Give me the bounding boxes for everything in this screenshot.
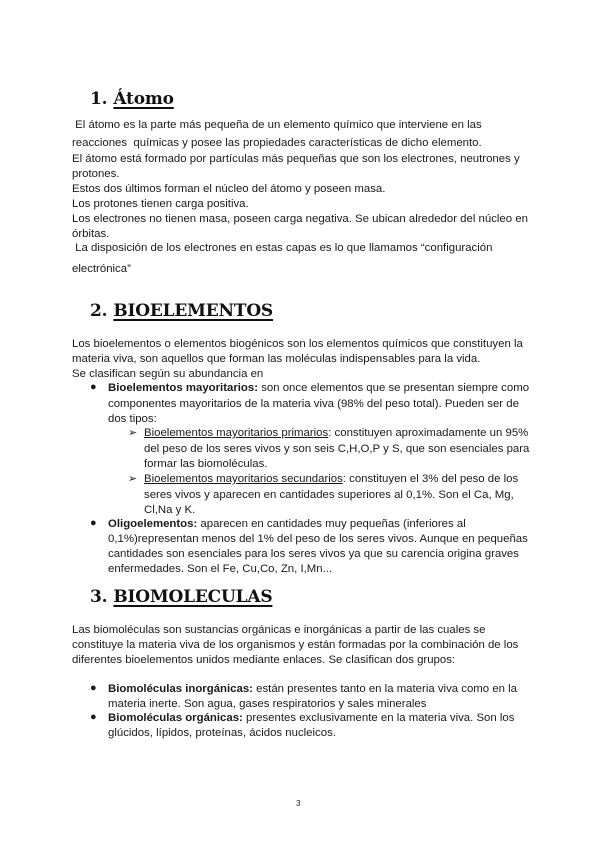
- section-1-line: Estos dos últimos forman el núcleo del átomo y poseen masa.: [72, 183, 386, 195]
- secundarios-line: seres vivos y aparecen en cantidades superiores al 0,1%. Son el Ca, Mg,: [144, 489, 514, 501]
- section-2-number: 2.: [90, 301, 108, 321]
- oligo-text: aparecen en cantidades muy pequeñas (inferiores al: [197, 518, 466, 530]
- secundarios-text: : constituyen el 3% del peso de los: [342, 473, 519, 485]
- section-1-line: Los electrones no tienen masa, poseen carga negativa. Se ubican alrededor del núcleo en: [72, 213, 528, 225]
- section-3-heading: [90, 587, 272, 607]
- section-1-line: Los protones tienen carga positiva.: [72, 198, 249, 210]
- section-1-line: La disposición de los electrones en estas capas es lo que llamamos “configuración: [72, 242, 493, 254]
- mayoritarios-line: componentes mayoritarios de la materia viva (98% del peso total). Pueden ser de: [108, 398, 519, 410]
- section-3-number: 3.: [90, 587, 108, 607]
- section-1-line: El átomo es la parte más pequeña de un elemento químico que interviene en las: [72, 119, 482, 131]
- mayoritarios-line: dos tipos:: [108, 413, 157, 425]
- primarios-line: formar las biomoléculas.: [144, 458, 268, 470]
- section-3-intro-line: constituye la materia viva de los organismos y están formadas por la combinación de los: [72, 639, 519, 651]
- section-1-number: 1.: [90, 89, 108, 109]
- section-1-line: protones.: [72, 168, 120, 180]
- section-1-line: reacciones químicas y posee las propiedades características de dicho elemento.: [72, 137, 482, 149]
- secundarios-line: Cl,Na y K.: [144, 504, 196, 516]
- section-2-intro-line: Se clasifican según su abundancia en: [72, 368, 264, 380]
- secundarios-item: [144, 472, 518, 487]
- primarios-label: Bioelementos mayoritarios primarios: [144, 427, 329, 439]
- oligo-label: Oligoelementos:: [108, 518, 198, 530]
- bullet-icon: ●: [90, 381, 97, 393]
- arrow-icon: ➢: [128, 473, 138, 485]
- arrow-icon: ➢: [128, 427, 138, 439]
- oligo-line: 0,1%)representan menos del 1% del peso de los seres vivos. Aunque en pequeñas: [108, 533, 528, 545]
- section-2-title: BIOELEMENTOS: [113, 301, 274, 321]
- inorganicas-line: materia inerte. Son agua, gases respiratorios y sales minerales: [108, 698, 427, 710]
- mayoritarios-item: [108, 381, 529, 396]
- organicas-label: Biomoléculas orgánicas:: [108, 712, 243, 724]
- primarios-line: del peso de los seres vivos y son seis C,H,O,P y S, que son esenciales para: [144, 443, 530, 455]
- section-1-title: Átomo: [113, 89, 174, 109]
- inorganicas-item: [108, 682, 517, 697]
- inorganicas-label: Biomoléculas inorgánicas:: [108, 683, 253, 695]
- section-3-intro-line: diferentes bioelementos unidos mediante enlaces. Se clasifican dos grupos:: [72, 654, 456, 666]
- oligo-line: enfermedades. Son el Fe, Cu,Co, Zn, I,Mn...: [108, 563, 333, 575]
- secundarios-label: Bioelementos mayoritarios secundarios: [144, 473, 343, 485]
- section-3-intro-line: Las biomoléculas son sustancias orgánicas e inorgánicas a partir de las cuales se: [72, 624, 486, 636]
- bullet-icon: ●: [90, 517, 97, 529]
- section-2-heading: [90, 301, 273, 321]
- section-2-intro-line: Los bioelementos o elementos biogénicos son los elementos químicos que constituyen la: [72, 338, 523, 350]
- section-1-line: órbitas.: [72, 228, 110, 240]
- oligo-line: cantidades son esenciales para los seres vivos ya que su carencia origina graves: [108, 548, 519, 560]
- organicas-item: [108, 711, 514, 726]
- oligo-item: [108, 517, 466, 532]
- section-1-line: electrónica”: [72, 263, 131, 275]
- bullet-icon: ●: [90, 682, 97, 694]
- organicas-text: presentes exclusivamente en la materia viva. Son los: [242, 712, 515, 724]
- mayoritarios-label: Bioelementos mayoritarios:: [108, 382, 259, 394]
- organicas-line: glúcidos, lípidos, proteínas, ácidos nucleicos.: [108, 727, 336, 739]
- primarios-item: [144, 426, 528, 441]
- section-3-title: BIOMOLECULAS: [113, 587, 273, 607]
- mayoritarios-text: son once elementos que se presentan siempre como: [258, 382, 530, 394]
- primarios-text: : constituyen aproximadamente un 95%: [328, 427, 529, 439]
- section-1-line: El átomo está formado por partículas más pequeñas que son los electrones, neutrones y: [72, 153, 520, 165]
- section-2-intro-line: materia viva, son aquellos que forman las moléculas indispensables para la vida.: [72, 353, 481, 365]
- page-number: 3: [296, 799, 301, 808]
- inorganicas-text: están presentes tanto en la materia viva como en la: [252, 683, 517, 695]
- bullet-icon: ●: [90, 711, 97, 723]
- section-1-heading: [90, 89, 174, 109]
